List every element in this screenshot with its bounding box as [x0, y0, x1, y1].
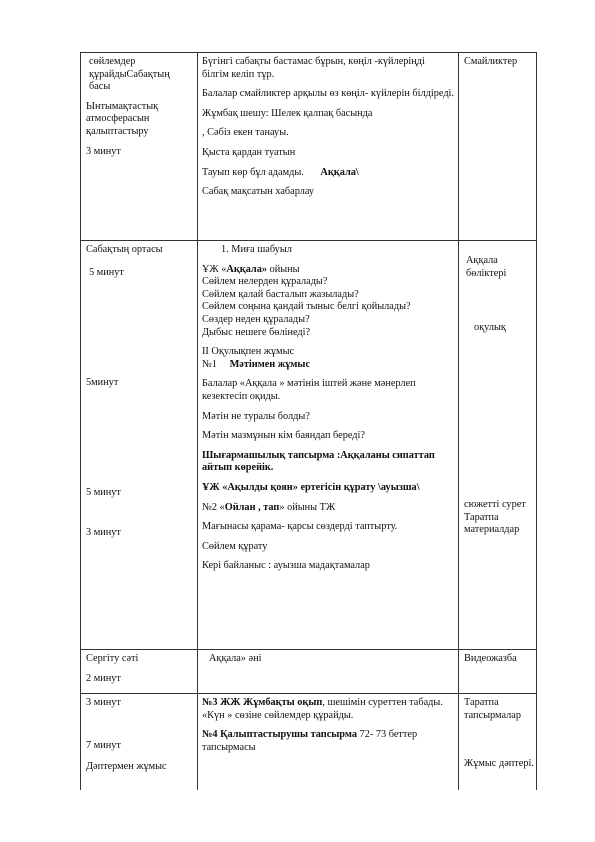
cell-text: Сабақ мақсатын хабарлау — [202, 186, 315, 198]
cell-text: Мағынасы қарама- қарсы сөздерді таптырту. — [202, 521, 398, 533]
cell-text: 1. Миға шабуыл — [221, 244, 292, 255]
game-suffix: » ойыны ТЖ — [279, 501, 336, 513]
time-cell — [80, 694, 197, 790]
cell-text — [202, 167, 454, 180]
cell-text: 5 минут — [89, 267, 124, 278]
resource-cell — [458, 53, 537, 240]
cell-text — [202, 502, 454, 515]
cell-text — [202, 729, 454, 754]
cell-text: сөйлемдер құрайдыСабақтың басы — [89, 56, 170, 93]
time-cell — [80, 650, 197, 693]
time-cell — [80, 53, 197, 240]
task-text: 72- 73 беттер тапсырмасы — [202, 729, 418, 753]
cell-text: Дәптермен жұмыс — [86, 761, 167, 772]
game-suffix: ойыны — [267, 263, 300, 275]
cell-text: ҰЖ «Ақылды қоян» ертегісін құрату \ауызша\ — [202, 481, 420, 493]
cell-text: Сөйлем соңына қандай тыныс белгі қойылады? — [202, 301, 411, 313]
task-title: №3 ЖЖ Жұмбақты оқып — [202, 697, 323, 708]
task-title: №4 Қалыптастырушы тапсырма — [202, 729, 357, 741]
table-row — [80, 649, 537, 693]
cell-text: , Сәбіз екен танауы. — [202, 127, 289, 139]
table-row — [80, 693, 537, 790]
cell-text: Сергіту сәті — [86, 653, 139, 664]
game-title: Аққала» — [226, 263, 268, 275]
content-cell — [197, 694, 458, 790]
cell-text: Шығармашылық тапсырма :Аққаланы сипаттап айтып көрейік. — [202, 449, 435, 474]
cell-text: Кері байланыс : ауызша мадақтамалар — [202, 560, 370, 572]
resource-cell — [458, 241, 537, 649]
riddle-answer: Аққала\ — [320, 166, 359, 178]
column-divider — [197, 52, 198, 790]
table-border-right — [536, 52, 537, 790]
cell-text: Бүгінгі сабақты бастамас бұрын, көңіл -күйлеріңді білгім келіп тұр. — [202, 56, 425, 80]
riddle-line: Тауып көр бұл адамды. — [202, 166, 304, 178]
cell-text: Қыста қардан туатын — [202, 146, 296, 158]
column-divider — [458, 52, 459, 790]
cell-text: Сабақтың ортасы — [86, 244, 163, 255]
lesson-plan-table — [80, 52, 537, 790]
cell-text: Мәтін не туралы болды? — [202, 410, 310, 422]
cell-text: Мәтін мазмұнын кім баяндап береді? — [202, 430, 365, 442]
game-prefix: №2 « — [202, 501, 225, 513]
cell-text: 5минут — [86, 377, 119, 388]
cell-text: 3 минут — [86, 145, 121, 157]
cell-text: Балалар «Аққала » мәтінін іштей және мәнерлеп кезектесіп оқиды. — [202, 378, 416, 402]
cell-text: 3 минут — [86, 527, 121, 538]
cell-text: 5 минут — [86, 487, 121, 498]
cell-text — [202, 697, 454, 722]
cell-text: Аққала бөліктері — [466, 255, 507, 279]
table-row — [80, 52, 537, 240]
table-row — [80, 240, 537, 649]
task-text: , шешімін суреттен табады. «Күн » сөзіне сөйлемдер құрайды. — [202, 697, 443, 721]
task-title: Мәтінмен жұмыс — [229, 358, 311, 370]
task-number: №1 — [202, 358, 217, 370]
cell-text: Сөйлем нелерден құралады? — [202, 276, 328, 288]
cell-text: Сөздер неден құралады? — [202, 313, 310, 325]
cell-text: оқулық — [474, 322, 506, 333]
cell-text: Аққала» әні — [209, 653, 262, 664]
resource-cell — [458, 694, 537, 790]
cell-text: Видеожазба — [464, 653, 517, 664]
cell-text — [202, 264, 454, 277]
content-cell — [197, 241, 458, 649]
cell-text: Дыбыс нешеге бөлінеді? — [202, 326, 311, 338]
cell-text: Жұмбақ шешу: Шелек қалпақ басында — [202, 107, 373, 119]
resource-cell — [458, 650, 537, 693]
content-cell — [197, 53, 458, 240]
table-border-left — [80, 52, 81, 790]
cell-text: Ынтымақтастық атмосферасын қалыптастыру — [86, 100, 159, 137]
cell-text: ІІ Оқулықпен жұмыс — [202, 346, 295, 358]
cell-text: Жұмыс дәптері. — [464, 758, 534, 769]
cell-text: 7 минут — [86, 740, 121, 751]
cell-text: Сөйлем қалай басталып жазылады? — [202, 288, 359, 300]
cell-text: сюжетті сурет Таратпа материалдар — [464, 499, 526, 536]
cell-text: Балалар смайликтер арқылы өз көңіл- күйлерін білдіреді. — [202, 88, 454, 100]
cell-text: 2 минут — [86, 672, 121, 684]
game-title: Ойлан , тап — [224, 501, 280, 513]
cell-text: 3 минут — [86, 697, 121, 708]
time-cell — [80, 241, 197, 649]
cell-text: Таратпа тапсырмалар — [464, 697, 522, 721]
content-cell — [197, 650, 458, 693]
cell-text: Сөйлем құрату — [202, 540, 268, 552]
cell-text — [202, 359, 454, 372]
cell-text: Смайликтер — [464, 56, 518, 67]
game-prefix: ҰЖ « — [202, 263, 227, 275]
